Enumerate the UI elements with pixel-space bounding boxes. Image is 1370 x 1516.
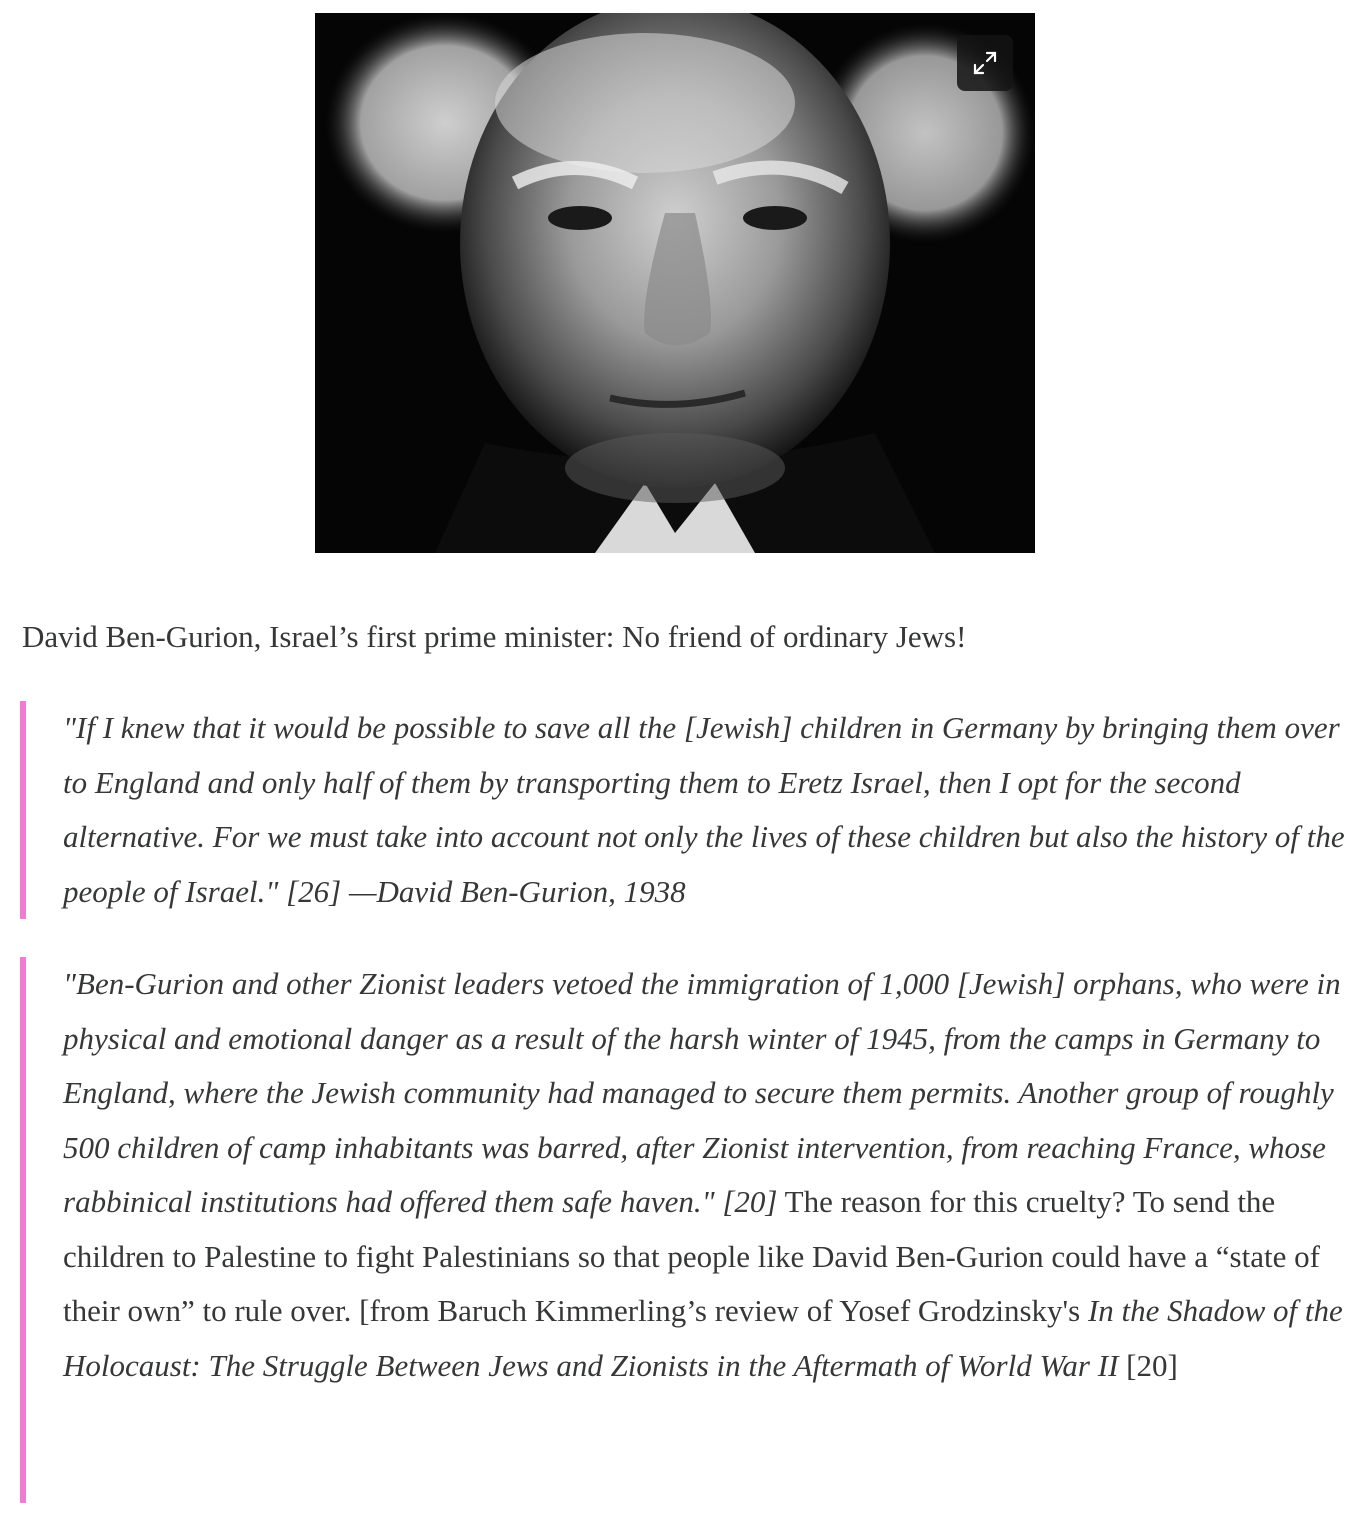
expand-arrows-icon [972,50,998,76]
quote-text: "If I knew that it would be possible to save all the [Jewish] children in Germany by bringing them over to England and only half of them by transporting them to Eretz Israel, then I opt for the second alternative. For we must take into account not only the lives of these children but also the history of the people of Israel." [26] —David Ben-Gurion, 1938 [63,710,1345,909]
book-title: In the Shadow of the Holocaust: The Struggle Between Jews and Zionists in the Aftermath of World War II [63,1293,1343,1383]
image-caption: David Ben-Gurion, Israel’s first prime minister: No friend of ordinary Jews! [22,619,967,654]
reference-number: [20] [1118,1347,1178,1383]
quote-italic-part: "Ben-Gurion and other Zionist leaders vetoed the immigration of 1,000 [Jewish] orphans, who were in physical and emotional danger as a result of the harsh winter of 1945, from the camps in Germany to England, where the Jewish community had managed to secure them permits. Another group of roughly 500 children of camp inhabitants was barred, after Zionist intervention, from reaching France, whose rabbinical institutions had offered them safe haven." [20] [63,966,1341,1219]
blockquote-kimmerling-review [20,957,1350,1503]
portrait-photo[interactable] [315,13,1035,553]
quote-commentary: The reason for this cruelty? To send the children to Palestine to fight Palestinians so that people like David Ben-Gurion could have a “state of their own” to rule over. [from Baruch Kimmerling’s review of Yosef Grodzinsky's [63,1184,1320,1328]
blockquote-ben-gurion-1938 [20,701,1350,919]
expand-image-button[interactable] [957,35,1013,91]
quote-paragraph [63,957,1350,1393]
portrait-image [315,13,1035,553]
